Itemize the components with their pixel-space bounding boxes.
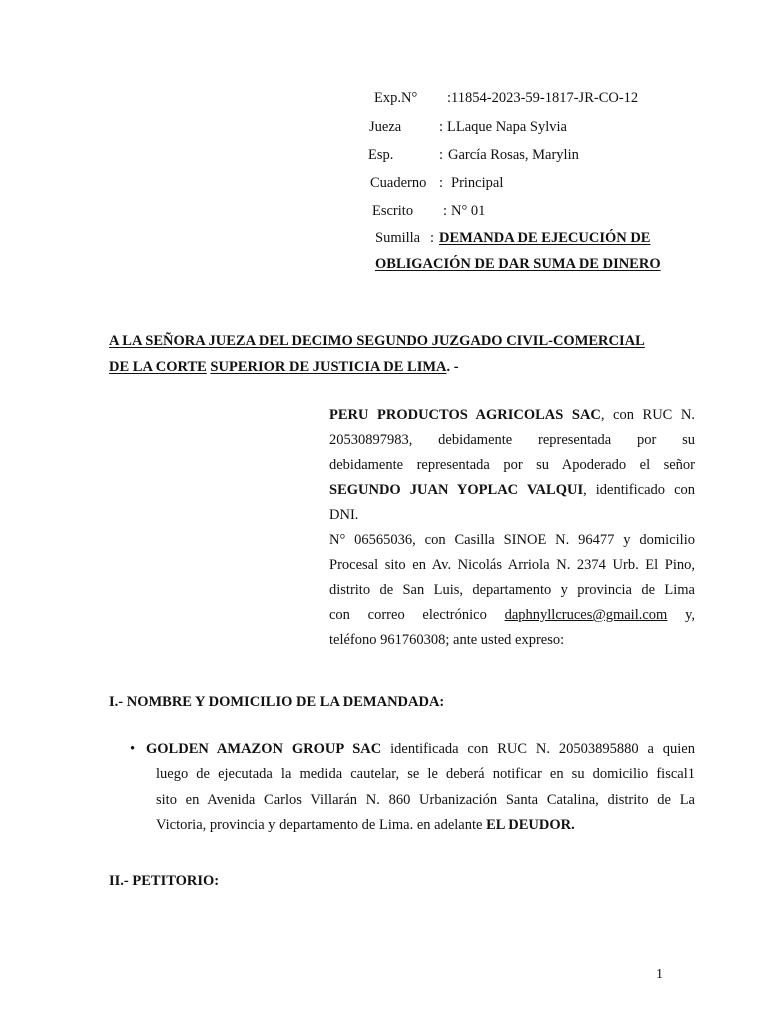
intro-paragraph <box>329 403 695 653</box>
jueza-sep: : <box>439 119 444 135</box>
escrito-label: Escrito <box>372 203 414 219</box>
sumilla-value-line2: OBLIGACIÓN DE DAR SUMA DE DINERO <box>375 256 661 272</box>
defendant-line: GOLDEN AMAZON GROUP SAC identificada con RUC N. 20503895880 a quien <box>146 741 695 757</box>
defendant-line: Victoria, provincia y departamento de Lima. en adelante EL DEUDOR. <box>156 816 575 833</box>
section-heading-2: II.- PETITORIO: <box>109 873 220 889</box>
sumilla-sep: : <box>430 230 435 246</box>
intro-line: teléfono 961760308; ante usted expreso: <box>329 632 565 648</box>
debtor-label: EL DEUDOR. <box>486 816 575 833</box>
intro-line: Procesal sito en Av. Nicolás Arriola N. 2374 Urb. El Pino, <box>329 557 695 573</box>
sumilla-label: Sumilla <box>375 230 421 246</box>
intro-line: distrito de San Luis, departamento y provincia de Lima <box>329 582 695 598</box>
intro-line: DNI. <box>329 507 359 523</box>
sumilla-value-line1: DEMANDA DE EJECUCIÓN DE <box>439 230 651 246</box>
esp-value: García Rosas, Marylin <box>448 147 579 163</box>
jueza-label: Jueza <box>369 119 402 135</box>
representative-name: SEGUNDO JUAN YOPLAC VALQUI <box>329 482 584 498</box>
escrito-sep: : <box>443 203 448 219</box>
cuaderno-value: Principal <box>451 175 504 191</box>
bullet-icon: • <box>130 741 136 757</box>
page-number: 1 <box>656 967 663 982</box>
escrito-value: N° 01 <box>451 203 486 219</box>
addressee-line2 <box>109 354 689 380</box>
plaintiff-name: PERU PRODUCTOS AGRICOLAS SAC <box>329 407 601 423</box>
defendant-line: sito en Avenida Carlos Villarán N. 860 Urbanización Santa Catalina, distrito de La <box>156 791 695 808</box>
cuaderno-label: Cuaderno <box>370 175 427 191</box>
defendant-name: GOLDEN AMAZON GROUP SAC <box>146 741 382 757</box>
intro-line: debidamente representada por su Apoderado el señor <box>329 457 695 473</box>
addressee-court: DE LA CORTE <box>109 359 207 375</box>
email-link[interactable]: daphnyllcruces@gmail.com <box>504 607 668 623</box>
cuaderno-sep: : <box>439 175 444 191</box>
addressee-end: . - <box>446 359 459 375</box>
jueza-value: LLaque Napa Sylvia <box>447 119 567 135</box>
intro-line: con correo electrónico daphnyllcruces@gmail.com y, <box>329 607 695 623</box>
defendant-line: luego de ejecutada la medida cautelar, se le deberá notificar en su domicilio fiscal1 <box>156 766 695 783</box>
intro-line: SEGUNDO JUAN YOPLAC VALQUI, identificado con <box>329 482 696 498</box>
esp-label: Esp. <box>368 147 394 163</box>
section-heading-1: I.- NOMBRE Y DOMICILIO DE LA DEMANDADA: <box>109 694 445 710</box>
addressee <box>109 328 689 380</box>
intro-line: 20530897983, debidamente representada por su <box>329 432 695 448</box>
addressee-superior: SUPERIOR DE JUSTICIA DE LIMA <box>210 359 447 375</box>
esp-sep: : <box>439 147 444 163</box>
defendant-text <box>146 737 695 838</box>
intro-line: PERU PRODUCTOS AGRICOLAS SAC, con RUC N. <box>329 407 695 423</box>
exp-value: :11854-2023-59-1817-JR-CO-12 <box>447 90 639 106</box>
addressee-line1: A LA SEÑORA JUEZA DEL DECIMO SEGUNDO JUZGADO CIVIL-COMERCIAL <box>109 333 645 349</box>
exp-label: Exp.N° <box>374 90 418 106</box>
intro-line: N° 06565036, con Casilla SINOE N. 96477 y domicilio <box>329 532 695 548</box>
